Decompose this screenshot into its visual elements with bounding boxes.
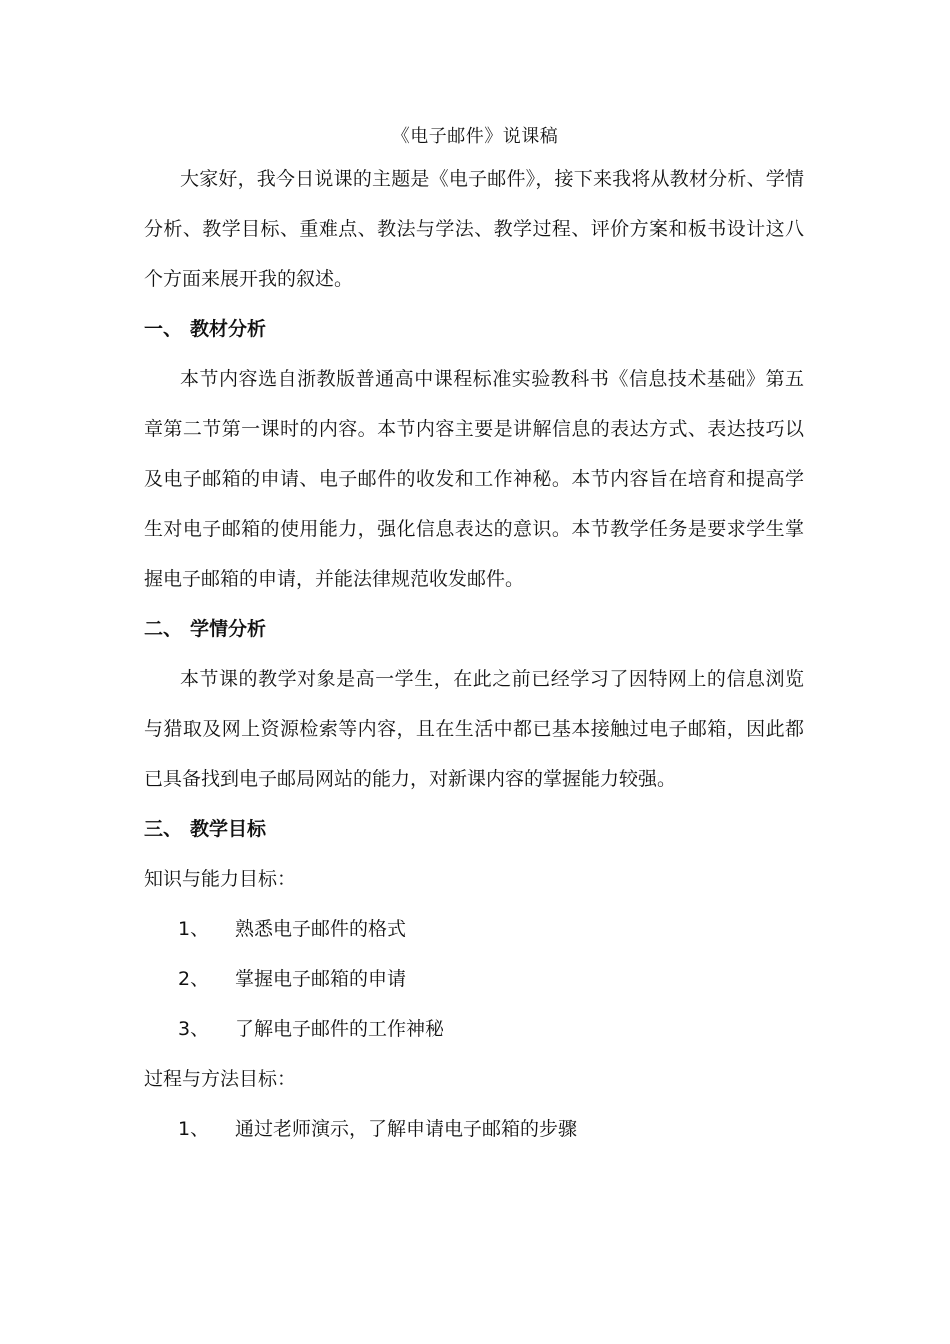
section-title: 教学目标 — [190, 818, 267, 840]
section-title: 教材分析 — [190, 318, 267, 340]
section-heading-teaching-objectives — [144, 804, 804, 854]
section-title: 学情分析 — [190, 618, 267, 640]
list-item — [144, 954, 804, 1004]
student-analysis-paragraph: 本节课的教学对象是高一学生，在此之前已经学习了因特网上的信息浏览与猎取及网上资源检索等内容，且在生活中都已基本接触过电子邮箱，因此都已具备找到电子邮局网站的能力，对新课内容的掌握能力较强。 — [144, 668, 804, 790]
list-item — [144, 1004, 804, 1054]
section-number: 三、 — [144, 818, 183, 840]
section-number: 二、 — [144, 618, 183, 640]
section-number: 一、 — [144, 318, 183, 340]
list-item-number: 2、 — [178, 968, 210, 990]
list-item-number: 3、 — [178, 1018, 210, 1040]
document-body — [144, 154, 804, 1154]
document-title: 《电子邮件》说课稿 — [391, 126, 559, 147]
list-item-number: 1、 — [178, 1118, 210, 1140]
intro-paragraph: 大家好，我今日说课的主题是《电子邮件》，接下来我将从教材分析、学情分析、教学目标、重难点、教法与学法、教学过程、评价方案和板书设计这八个方面来展开我的叙述。 — [144, 168, 804, 290]
textbook-analysis-paragraph: 本节内容选自浙教版普通高中课程标准实验教科书《信息技术基础》第五章第二节第一课时的内容。本节内容主要是讲解信息的表达方式、表达技巧以及电子邮箱的申请、电子邮件的收发和工作神秘。本节内容旨在培育和提高学生对电子邮箱的使用能力，强化信息表达的意识。本节教学任务是要求学生掌握电子邮箱的申请，并能法律规范收发邮件。 — [144, 368, 804, 590]
list-item-text: 通过老师演示，了解申请电子邮箱的步骤 — [235, 1118, 578, 1140]
list-item-number: 1、 — [178, 918, 210, 940]
section-heading-textbook-analysis — [144, 304, 804, 354]
list-item — [144, 904, 804, 954]
process-objectives-label: 过程与方法目标： — [144, 1068, 297, 1090]
list-item — [144, 1104, 804, 1154]
list-item-text: 掌握电子邮箱的申请 — [235, 968, 407, 990]
list-item-text: 熟悉电子邮件的格式 — [235, 918, 407, 940]
list-item-text: 了解电子邮件的工作神秘 — [235, 1018, 445, 1040]
knowledge-objectives-label: 知识与能力目标： — [144, 868, 297, 890]
section-heading-student-analysis — [144, 604, 804, 654]
